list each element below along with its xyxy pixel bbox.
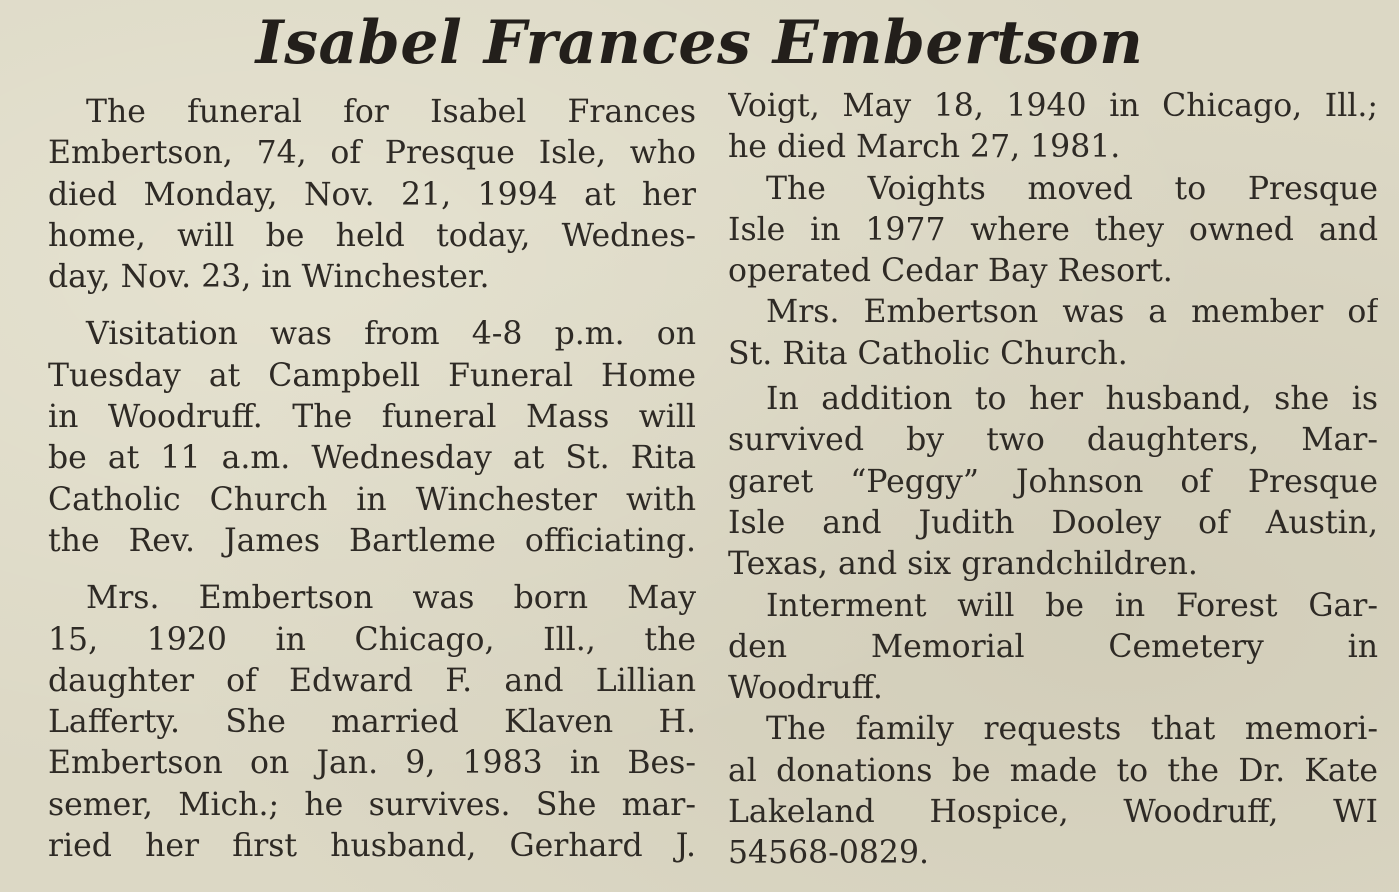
right-column [728,86,1378,875]
text-line: died Monday, Nov. 21, 1994 at her [48,176,696,213]
text-line: Voigt, May 18, 1940 in Chicago, Ill.; [728,88,1378,124]
text-line: garet “Peggy” Johnson of Presque [728,463,1378,500]
text-line: Texas, and six grandchildren. [728,546,1198,583]
text-line: he died March 27, 1981. [728,129,1121,166]
text-line: Embertson on Jan. 9, 1983 in Bes- [48,745,696,782]
text-line: in Woodruff. The funeral Mass will [48,399,696,436]
text-line: Lafferty. She married Klaven H. [48,704,696,741]
text-line: operated Cedar Bay Resort. [728,253,1173,290]
text-line: ried her first husband, Gerhard J. [48,828,696,865]
text-line: Lakeland Hospice, Woodruff, WI [728,794,1378,831]
text-line: 54568-0829. [728,835,930,872]
text-line: home, will be held today, Wednes- [48,217,696,254]
left-column [48,92,696,867]
text-line: Interment will be in Forest Gar- [766,587,1378,624]
text-line: Catholic Church in Winchester with [48,481,696,518]
text-line: The funeral for Isabel Frances [86,94,696,130]
text-line: Embertson, 74, of Presque Isle, who [48,135,696,172]
text-line: 15, 1920 in Chicago, Ill., the [48,621,696,658]
text-line: den Memorial Cemetery in [728,628,1378,665]
text-line: The family requests that memori- [766,711,1378,748]
text-line: In addition to her husband, she is [766,381,1378,418]
obituary-headline: Isabel Frances Embertson [255,8,1144,78]
text-line: daughter of Edward F. and Lillian [48,662,696,699]
text-line: Tuesday at Campbell Funeral Home [48,357,696,394]
text-line: Woodruff. [728,670,883,707]
text-line: Mrs. Embertson was a member of [766,294,1378,331]
text-line: Isle in 1977 where they owned and [728,211,1378,248]
text-line: The Voights moved to Presque [766,170,1378,207]
text-line: al donations be made to the Dr. Kate [728,752,1378,789]
text-line: Isle and Judith Dooley of Austin, [728,504,1378,541]
text-line: be at 11 a.m. Wednesday at St. Rita [48,440,696,477]
text-line: St. Rita Catholic Church. [728,335,1128,372]
text-line: the Rev. James Bartleme officiating. [48,522,696,559]
text-line: Visitation was from 4-8 p.m. on [86,316,696,353]
text-line: Mrs. Embertson was born May [86,580,696,617]
text-line: day, Nov. 23, in Winchester. [48,259,490,296]
text-line: survived by two daughters, Mar- [728,422,1378,459]
text-line: semer, Mich.; he survives. She mar- [48,786,696,823]
